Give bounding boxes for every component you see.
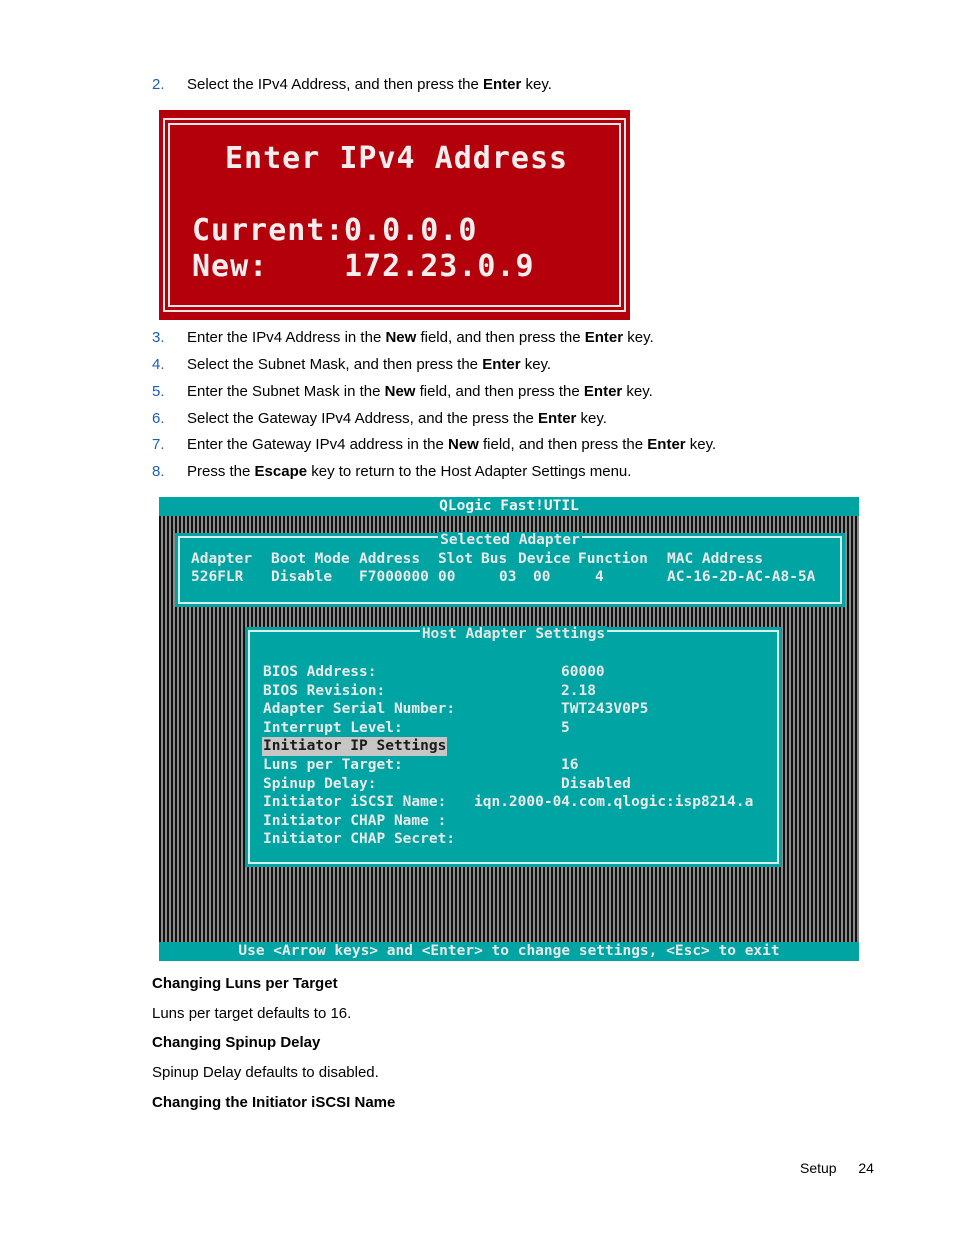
step-number: 2.: [152, 76, 165, 93]
key-term: Enter: [584, 329, 624, 346]
setting-label-interrupt-level[interactable]: Interrupt Level:: [263, 720, 403, 736]
step-text-run: Enter the Subnet Mask in the: [187, 383, 385, 400]
step-text: [187, 328, 654, 348]
spinup-heading: Changing Spinup Delay: [152, 1034, 321, 1051]
step-text-run: Select the Subnet Mask, and then press the: [187, 356, 483, 373]
value-bus: 03: [499, 569, 517, 585]
step-text: [187, 355, 551, 375]
iscsi-heading: Changing the Initiator iSCSI Name: [152, 1094, 396, 1111]
spinup-text: Spinup Delay defaults to disabled.: [152, 1064, 379, 1081]
host-adapter-settings-panel: [245, 627, 782, 867]
value-slot: 00: [438, 569, 456, 585]
setting-label-luns-per-target[interactable]: Luns per Target:: [263, 757, 403, 773]
value-device: 00: [533, 569, 551, 585]
step-text-run: Enter the Gateway IPv4 address in the: [187, 436, 448, 453]
setting-label-initiator-chap-secret[interactable]: Initiator CHAP Secret:: [263, 831, 456, 847]
value-adapter: 526FLR: [191, 569, 244, 585]
step-text-run: key.: [685, 436, 717, 453]
step-text-run: Press the: [187, 463, 255, 480]
key-term: Escape: [254, 463, 308, 480]
value-address: F7000000: [359, 569, 429, 585]
setting-value-interrupt-level: 5: [561, 720, 570, 736]
current-value: 0.0.0.0: [344, 213, 478, 248]
new-label: New:: [192, 249, 269, 284]
key-term: New: [384, 383, 416, 400]
step-number: 6.: [152, 410, 165, 427]
footer-page-number: 24: [858, 1160, 874, 1176]
fastutil-title-bar: QLogic Fast!UTIL: [159, 497, 859, 516]
selected-adapter-title: Selected Adapter: [440, 532, 580, 548]
key-term: Enter: [583, 383, 623, 400]
setting-label-bios-revision[interactable]: BIOS Revision:: [263, 683, 386, 699]
step-number: 8.: [152, 463, 165, 480]
step-text-run: key.: [623, 329, 654, 346]
step-number: 4.: [152, 356, 165, 373]
step-text-run: Select the Gateway IPv4 Address, and the press the: [187, 410, 539, 427]
key-term: Enter: [482, 356, 521, 373]
step-text-run: key.: [576, 410, 607, 427]
key-term: New: [447, 436, 479, 453]
setting-value-luns-per-target: 16: [561, 757, 579, 773]
setting-value-initiator-iscsi-name: iqn.2000-04.com.qlogic:isp8214.a: [474, 794, 754, 810]
luns-heading: Changing Luns per Target: [152, 975, 338, 992]
step-text: [187, 409, 607, 429]
luns-text: Luns per target defaults to 16.: [152, 1005, 352, 1022]
header-device: Device: [518, 551, 571, 567]
header-slot: Slot: [438, 551, 473, 567]
step-text: [187, 382, 653, 402]
step-text: [187, 435, 716, 455]
ipv4-dialog-screenshot: [159, 110, 630, 320]
step-text-run: Select the IPv4 Address, and then press the: [187, 76, 484, 93]
header-boot-mode: Boot Mode: [271, 551, 350, 567]
header-adapter: Adapter: [191, 551, 253, 567]
setting-value-bios-revision: 2.18: [561, 683, 596, 699]
setting-label-bios-address[interactable]: BIOS Address:: [263, 664, 377, 680]
header-mac-address: MAC Address: [667, 551, 764, 567]
setting-label-initiator-iscsi-name[interactable]: Initiator iSCSI Name:: [263, 794, 447, 810]
key-term: Enter: [538, 410, 577, 427]
step-number: 5.: [152, 383, 165, 400]
step-text: [187, 462, 631, 482]
step-text-run: key.: [520, 356, 552, 373]
value-mac-address: AC-16-2D-AC-A8-5A: [667, 569, 816, 585]
selected-adapter-panel: [175, 533, 845, 607]
fastutil-status-bar: Use <Arrow keys> and <Enter> to change settings, <Esc> to exit: [159, 942, 859, 961]
setting-label-initiator-chap-name[interactable]: Initiator CHAP Name :: [263, 813, 447, 829]
header-function: Function: [578, 551, 648, 567]
setting-value-adapter-serial: TWT243V0P5: [561, 701, 649, 717]
dialog-title: Enter IPv4 Address: [225, 141, 569, 176]
step-text-run: key.: [622, 383, 653, 400]
setting-label-adapter-serial[interactable]: Adapter Serial Number:: [263, 701, 456, 717]
setting-label-spinup-delay[interactable]: Spinup Delay:: [263, 776, 377, 792]
step-text-run: Enter the IPv4 Address in the: [187, 329, 386, 346]
new-value: 172.23.0.9: [344, 249, 535, 284]
step-text-run: key.: [521, 76, 552, 93]
value-function: 4: [595, 569, 604, 585]
step-text-run: key to return to the Host Adapter Settings menu.: [307, 463, 632, 480]
page-footer: [800, 1158, 874, 1178]
step-number: 7.: [152, 436, 165, 453]
value-boot-mode: Disable: [271, 569, 333, 585]
step-text: [187, 75, 552, 95]
current-label: Current:: [192, 213, 345, 248]
key-term: Enter: [483, 76, 522, 93]
header-address: Address: [359, 551, 421, 567]
key-term: Enter: [647, 436, 686, 453]
key-term: New: [385, 329, 417, 346]
setting-initiator-ip-settings-selected[interactable]: Initiator IP Settings: [263, 738, 447, 754]
step-text-run: field, and then press the: [415, 383, 584, 400]
setting-value-bios-address: 60000: [561, 664, 605, 680]
setting-value-spinup-delay: Disabled: [561, 776, 631, 792]
footer-section: Setup: [800, 1160, 837, 1176]
step-text-run: field, and then press the: [478, 436, 648, 453]
header-bus: Bus: [481, 551, 508, 567]
step-text-run: field, and then press the: [416, 329, 585, 346]
host-adapter-settings-title: Host Adapter Settings: [421, 626, 606, 642]
qlogic-fastutil-screenshot: [159, 497, 859, 961]
step-number: 3.: [152, 329, 165, 346]
